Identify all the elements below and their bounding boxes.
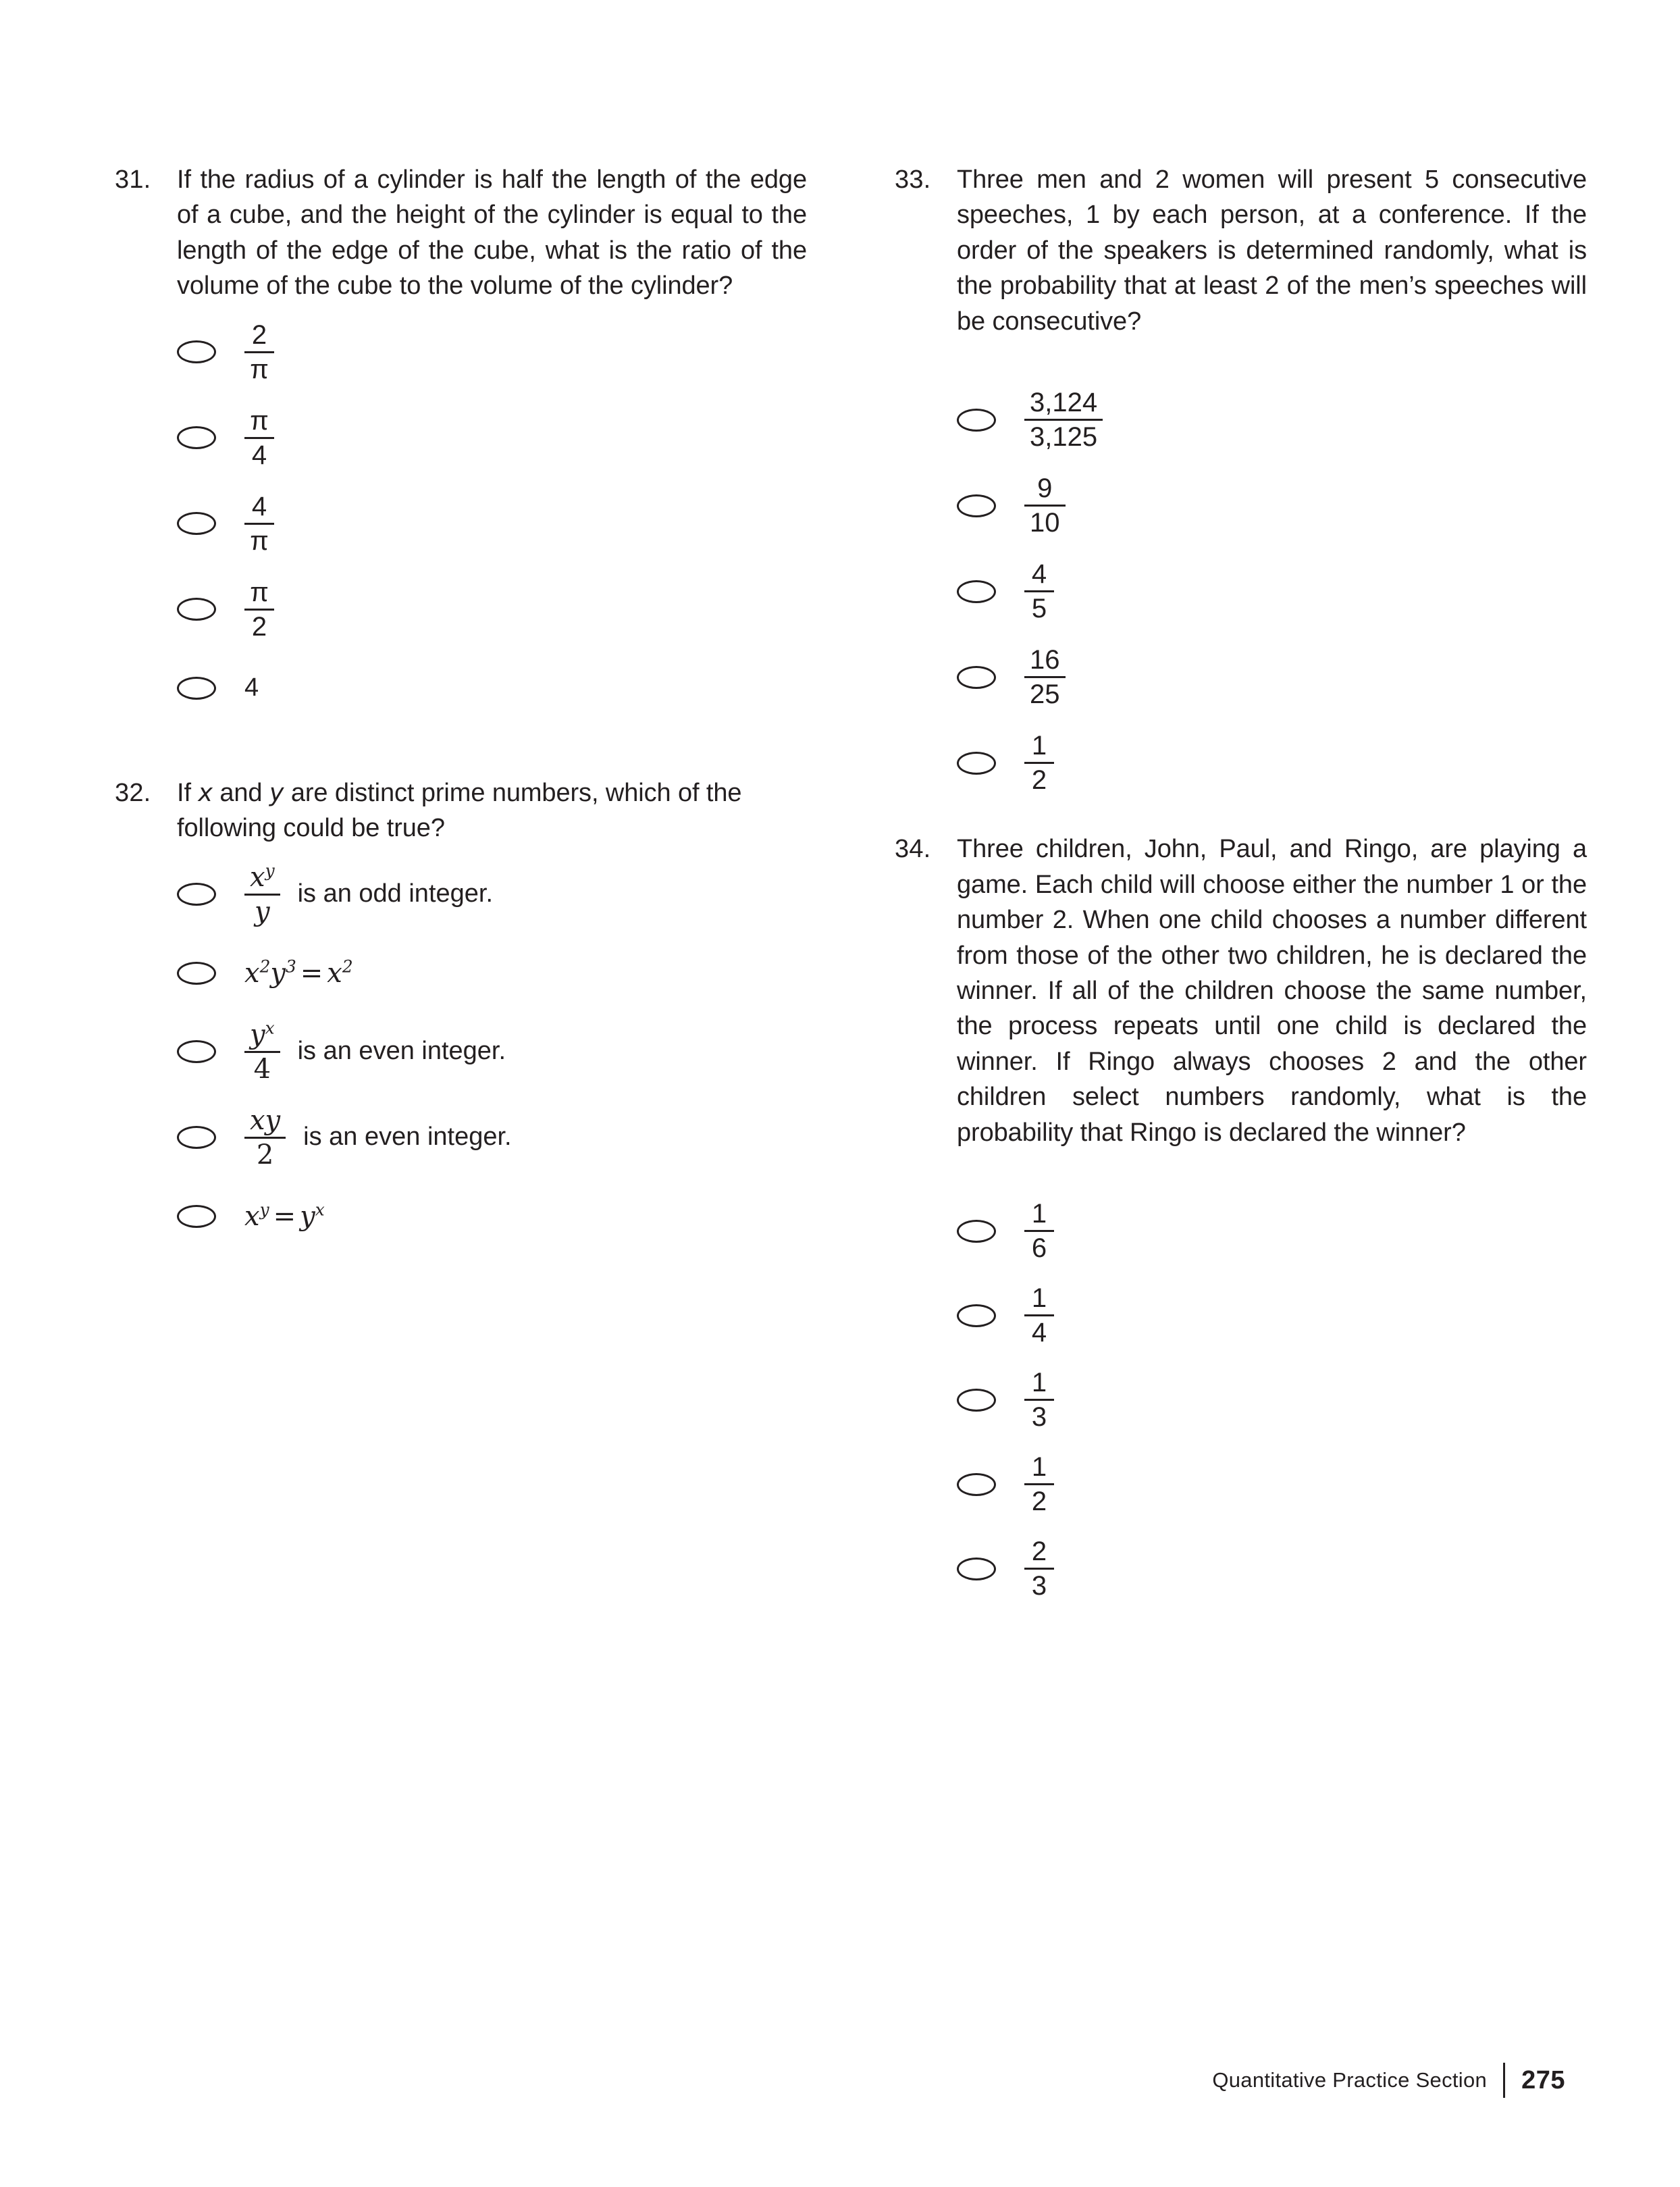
answer-bubble-icon[interactable] [957,666,996,689]
fraction-denominator: 4 [244,437,274,469]
question-number: 32. [115,778,151,807]
fraction-numerator: 1 [1031,1452,1047,1483]
expr-exponent: 2 [259,956,271,977]
answer-bubble-icon[interactable] [177,598,216,621]
fraction [1024,561,1054,622]
answer-choice[interactable] [957,1369,1587,1431]
question-stem [177,775,807,846]
fraction-denominator: 6 [1024,1230,1054,1262]
math-expression [244,1199,325,1234]
question-stem: If the radius of a cylinder is half the length of the edge of a cube, and the height of the cylinder is equal to the length of the edge of the cube, what is the ratio of the volume of the cube to the volume of the cylinder? [177,165,807,301]
answer-bubble-icon[interactable] [957,580,996,603]
fraction [1024,1369,1054,1431]
expr-operator: = [300,957,323,989]
question-number: 34. [895,835,931,864]
numerator-exponent: x [265,1018,275,1038]
question-32 [115,775,807,846]
right-column [895,162,1587,1610]
answer-choice-value [1024,646,1066,708]
answer-choice-value [244,407,274,469]
fraction-numerator: 9 [1037,473,1053,504]
question-stem: Three men and 2 women will present 5 consecutive speeches, 1 by each person, at a conference. If the order of the speakers is determined randomly, what is the probability that at least 2 of the men’s speeches will be consecutive? [957,165,1587,336]
answer-choice[interactable] [177,665,807,712]
fraction [1024,1285,1054,1346]
expr-base: y [300,1200,315,1232]
answer-choices-32 [115,860,807,1240]
answer-choice[interactable] [957,732,1587,794]
footer-section-title: Quantitative Practice Section [1212,2068,1488,2092]
answer-choice-value [1024,561,1054,622]
fraction [1024,475,1066,536]
answer-choice-value [244,493,274,555]
question-number: 31. [115,165,151,194]
answer-choice-value [1024,732,1054,794]
expr-base: x [244,957,260,989]
fraction [244,579,274,640]
fraction [244,860,280,927]
expr-exponent: 3 [285,956,296,977]
answer-choice-value [244,321,274,383]
fraction [1024,1538,1054,1599]
fraction [244,1104,286,1170]
question-stem: Three children, John, Paul, and Ringo, are playing a game. Each child will choose either the number 1 or the number 2. When one child chooses a number different from those of the other two children, he is declared the winner. If all of the children choose the same number, the process repeats until one child is declared the winner. If Ringo always chooses 2 and the other children select numbers randomly, what is the probability that Ringo is declared the winner? [957,835,1587,1147]
answer-choice-value [1024,1369,1054,1431]
fraction-denominator: 2 [244,609,274,640]
footer-divider [1503,2063,1505,2098]
fraction-numerator: 2 [251,319,267,350]
answer-choice[interactable] [957,389,1587,451]
answer-choice-value [1024,1285,1054,1346]
expr-base: y [270,957,286,989]
stem-part: If [177,778,199,807]
fraction-denominator: π [244,351,274,383]
expr-operator: = [273,1200,296,1232]
fraction-numerator [244,860,280,894]
fraction-numerator: xy [250,1104,281,1136]
fraction-denominator: 4 [244,1051,280,1083]
answer-bubble-icon[interactable] [957,409,996,432]
answer-choice-value [244,1199,325,1234]
answer-choice[interactable] [177,579,807,640]
numerator-base: x [250,861,265,893]
fraction [1024,732,1054,794]
answer-choice-tail: is an even integer. [303,1123,512,1152]
answer-choice[interactable] [957,646,1587,708]
answer-choice[interactable] [177,1193,807,1240]
answer-bubble-icon[interactable] [957,1558,996,1580]
answer-choice-value [1024,389,1103,451]
answer-choice-value [244,1104,512,1170]
fraction-numerator: 4 [251,491,267,521]
fraction-numerator: 4 [1031,559,1047,590]
expr-exponent: y [259,1200,269,1220]
fraction-denominator: 3 [1024,1568,1054,1599]
answer-bubble-icon[interactable] [957,1304,996,1327]
answer-choice-value [244,860,494,927]
numerator-base: y [250,1019,265,1050]
answer-bubble-icon[interactable] [177,1205,216,1228]
expr-base: x [244,1200,260,1232]
math-expression [244,956,353,991]
answer-bubble-icon[interactable] [957,1220,996,1243]
answer-bubble-icon[interactable] [177,962,216,985]
answer-choice-value [244,579,274,640]
answer-choice-value [244,1018,506,1085]
answer-bubble-icon[interactable] [957,1473,996,1496]
fraction-numerator: 1 [1031,1368,1047,1398]
answer-choice-tail: is an odd integer. [297,879,494,908]
answer-bubble-icon[interactable] [177,512,216,535]
answer-choice[interactable] [177,493,807,555]
answer-choice-tail: is an even integer. [297,1037,506,1066]
fraction-numerator [244,1018,280,1051]
fraction-numerator: 1 [1031,731,1047,761]
answer-choices-33 [895,389,1587,794]
answer-bubble-icon[interactable] [177,426,216,449]
question-31 [115,162,807,304]
answer-choices-31 [115,321,807,712]
fraction-numerator: π [250,577,269,607]
question-number: 33. [895,165,931,194]
variable-y: y [269,777,284,807]
fraction [1024,646,1066,708]
answer-choice[interactable] [957,1453,1587,1515]
answer-choice[interactable] [957,1538,1587,1599]
fraction-denominator: 2 [244,1137,286,1168]
fraction [1024,1453,1054,1515]
answer-choice[interactable] [177,1018,807,1085]
answer-bubble-icon[interactable] [177,677,216,700]
answer-choice[interactable] [957,475,1587,536]
fraction-denominator: 2 [1024,762,1054,794]
fraction-numerator: 2 [1031,1537,1047,1567]
numerator-exponent: y [265,860,275,881]
fraction-numerator: 3,124 [1030,388,1098,418]
fraction-numerator: 1 [1031,1199,1047,1229]
fraction-numerator: 16 [1030,645,1060,675]
answer-choice[interactable] [957,561,1587,622]
answer-choice-value [1024,1538,1054,1599]
fraction-denominator: 25 [1024,676,1066,708]
answer-bubble-icon[interactable] [177,340,216,363]
answer-choice-value [1024,1453,1054,1515]
answer-choice-value [1024,475,1066,536]
answer-choice[interactable] [177,321,807,383]
fraction-denominator: y [244,894,280,925]
stem-part: are distinct prime numbers, which of the following could be true? [177,778,742,843]
fraction-denominator: 5 [1024,590,1054,622]
fraction-denominator: 3,125 [1024,419,1103,451]
answer-choice[interactable] [957,1200,1587,1262]
fraction [1024,1200,1054,1262]
left-column [115,162,807,1610]
fraction-denominator: 10 [1024,505,1066,536]
answer-choice-value [1024,1200,1054,1262]
answer-plain-value: 4 [244,673,259,702]
variable-x: x [198,777,213,807]
footer-page-number: 275 [1521,2065,1565,2094]
answer-bubble-icon[interactable] [177,1126,216,1149]
fraction [244,407,274,469]
answer-bubble-icon[interactable] [957,752,996,775]
answer-bubble-icon[interactable] [177,1040,216,1063]
answer-choice[interactable] [177,407,807,469]
answer-bubble-icon[interactable] [957,1389,996,1412]
question-34 [895,831,1587,1150]
fraction-denominator: 4 [1024,1314,1054,1346]
fraction [244,321,274,383]
answer-choices-34 [895,1200,1587,1599]
expr-base: x [327,957,342,989]
fraction [244,1018,280,1085]
fraction-denominator: 2 [1024,1483,1054,1515]
expr-exponent: 2 [342,956,353,977]
expr-exponent: x [315,1200,325,1220]
answer-choice[interactable] [957,1285,1587,1346]
fraction-numerator: π [250,405,269,436]
answer-choice[interactable] [177,860,807,927]
fraction-denominator: π [244,523,274,555]
question-33 [895,162,1587,339]
answer-bubble-icon[interactable] [957,494,996,517]
page-footer [1212,2061,1565,2099]
answer-choice-value [244,671,259,704]
fraction [1024,389,1103,451]
answer-choice-value [244,956,353,991]
fraction [244,493,274,555]
stem-part: and [212,778,269,807]
answer-bubble-icon[interactable] [177,883,216,906]
fraction-denominator: 3 [1024,1399,1054,1431]
two-column-layout [115,162,1587,1610]
answer-choice[interactable] [177,1104,807,1170]
fraction-numerator: 1 [1031,1283,1047,1314]
answer-choice[interactable] [177,950,807,997]
